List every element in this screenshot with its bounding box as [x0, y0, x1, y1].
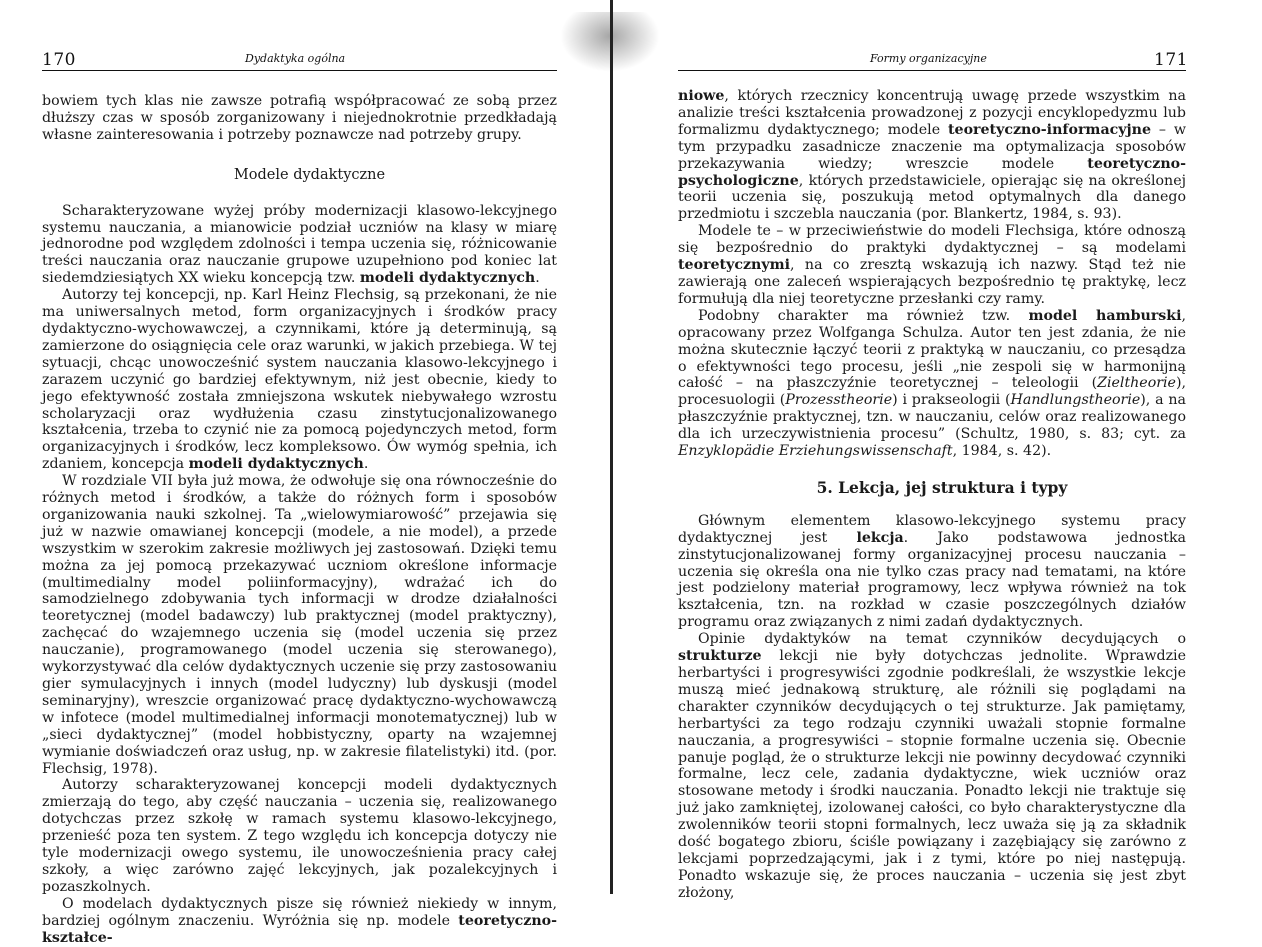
running-header: Formy organizacyjne	[870, 52, 987, 65]
paragraph: Podobny charakter ma również tzw. model hamburski, opracowany przez Wolfganga Schulza. Autor ten jest zdania, że nie można skutecznie łączyć teorii z praktyką w nauczaniu, co przesądza o efektywności tego procesu, jeśli „nie zespoli się w harmonijną całość – na płaszczyźnie teoretycznej – teleologii (Zieltheorie), procesuologii (Prozesstheorie) i prakseologii (Handlungstheorie), a na płaszczyźnie praktycznej, tzn. w nauczaniu, celów oraz realizowanego dla ich urzeczywistnienia procesu” (Schultz, 1980, s. 83; cyt. za Enzyklopädie Erziehungswissenschaft, 1984, s. 42).	[678, 307, 1187, 460]
paragraph: Autorzy scharakteryzowanej koncepcji modeli dydaktycznych zmierzają do tego, aby część nauczania – uczenia się, realizowanego dotychczas przez szkołę w ramach systemu klasowo-lekcyjnego, przenieść poza ten system. Z tego względu ich koncepcja dotyczy nie tyle modernizacji owego systemu, ile unowocześnienia pracy całej szkoły, a więc zarówno zajęć lekcyjnych, jak pozalekcyjnych i pozaszkolnych.	[42, 777, 557, 895]
running-header: Dydaktyka ogólna	[245, 52, 346, 65]
paragraph: O modelach dydaktycznych pisze się również niekiedy w innym, bardziej ogólnym znaczeniu. Wyróżnia się np. modele teoretyczno-kształce-	[42, 895, 557, 946]
page-number: 171	[1154, 50, 1188, 70]
left-page-body	[42, 93, 557, 947]
header-rule	[678, 70, 1186, 71]
paragraph: Głównym elementem klasowo-lekcyjnego systemu pracy dydaktycznej jest lekcja. Jako podstawowa jednostka zinstytucjonalizowanej formy organizacyjnej procesu nauczania – uczenia się określa ona nie tylko czas pracy nad tematami, na które jest podzielony materiał programowy, lecz wpływa również na tok kształcenia, tzn. na rozkład w czasie poszczególnych działów programu oraz związanych z nimi zadań dydaktycznych.	[678, 512, 1186, 631]
paragraph: niowe, których rzecznicy koncentrują uwagę przede wszystkim na analizie treści kształcenia prowadzonej z pozycji encyklopedyzmu lub formalizmu dydaktycznego; modele teoretyczno-informacyjne – w tym przypadku zasadnicze znaczenie ma optymalizacja sposobów przekazywania wiedzy; wreszcie modele teoretyczno-psychologiczne, których przedstawiciele, opierając się na określonej teorii uczenia się, poszukują metod optymalnych dla danego przedmiotu i szczebla nauczania (por. Blankertz, 1984, s. 93).	[678, 88, 1186, 223]
section-heading: 5. Lekcja, jej struktura i typy	[816, 477, 1068, 497]
right-page-body	[678, 88, 1186, 902]
right-page	[620, 0, 1262, 901]
left-page	[0, 0, 620, 946]
paragraph: bowiem tych klas nie zawsze potrafią współpracować ze sobą przez dłuższy czas w sposób zorganizowany i niejednokrotnie przedkładają własne zainteresowania i potrzeby poznawcze nad potrzeby grupy.	[42, 93, 557, 143]
paragraph: Scharakteryzowane wyżej próby modernizacji klasowo-lekcyjnego systemu nauczania, a mianowicie podział uczniów na klasy w miarę jednorodne pod względem zdolności i tempa uczenia się, różnicowanie treści nauczania oraz nauczanie grupowe uzupełniono pod koniec lat siedemdziesiątych XX wieku koncepcją tzw. modeli dydaktycznych.	[42, 202, 557, 287]
page-number: 170	[42, 50, 76, 70]
paragraph: Modele te – w przeciwieństwie do modeli Flechsiga, które odnoszą się bezpośrednio do praktyki dydaktycznej – są modelami teoretycznymi, na co zresztą wskazują ich nazwy. Stąd też nie zawierają one zaleceń wspierających bezpośrednio tę praktykę, lecz formułują dla niej teoretyczne przesłanki czy ramy.	[678, 223, 1186, 307]
section-heading: Modele dydaktyczne	[233, 166, 386, 183]
paragraph: Autorzy tej koncepcji, np. Karl Heinz Flechsig, są przekonani, że nie ma uniwersalnych metod, form organizacyjnych i środków pracy dydaktyczno-wychowawczej, a czynnikami, które ją determinują, są zamierzone do osiągnięcia cele oraz warunki, w jakich przebiega. W tej sytuacji, chcąc unowocześnić system nauczania klasowo-lekcyjnego i zarazem uczynić go bardziej efektywnym, niż jest obecnie, kiedy to jego efektywność została zmniejszona wskutek niebywałego wzrostu scholaryzacji oraz wydłużenia czasu zinstytucjonalizowanego kształcenia, trzeba to czynić nie za pomocą pojedynczych metod, form organizacyjnych i środków, lecz kompleksowo. Ów wymóg spełnia, ich zdaniem, koncepcja modeli dydaktycznych.	[42, 287, 557, 473]
paragraph: W rozdziale VII była już mowa, że odwołuje się ona równocześnie do różnych metod i środków, a także do różnych form i sposobów organizowania nauki szkolnej. Ta „wielowymiarowość” przejawia się już w nazwie omawianej koncepcji (modele, a nie model), a przede wszystkim w szerokim zakresie możliwych jej zastosowań. Dzięki temu można za jej pomocą przekazywać uczniom określone informacje (multimedialny model poliinformacyjny), wdrażać ich do samodzielnego zdobywania tych informacji w drodze działalności teoretycznej (model badawczy) lub praktycznej (model praktyczny), zachęcać do wzajemnego uczenia się (model uczenia się przez nauczanie), programowanego (model uczenia się sterowanego), wykorzystywać dla celów dydaktycznych uczenie się przy zastosowaniu gier symulacyjnych i innych (model ludyczny) lub dyskusji (model seminaryjny), wreszcie organizować pracę dydaktyczno-wychowawczą w infotece (model multimedialnej informacji monotematycznej) lub w „sieci dydaktycznej” (model hobbistyczny, oparty na wzajemnej wymianie doświadczeń oraz usług, np. w zakresie filatelistyki) itd. (por. Flechsig, 1978).	[42, 473, 557, 777]
paragraph: Opinie dydaktyków na temat czynników decydujących o strukturze lekcji nie były dotychczas jednolite. Wprawdzie herbartyści i progresywiści zgodnie podkreślali, że wszystkie lekcje muszą mieć jednakową strukturę, ale różnili się poglądami na charakter czynników decydujących o tej strukturze. Jak pamiętamy, herbartyści za tego rodzaju czynniki uważali stopnie formalne nauczania, a progresywiści – stopnie formalne uczenia się. Obecnie panuje pogląd, że o strukturze lekcji nie powinny decydować czynniki formalne, lecz cele, zadania dydaktyczne, wiek uczniów oraz stosowane metody i środki nauczania. Ponadto lekcji nie traktuje się już jako zamkniętej, izolowanej całości, co było charakterystyczne dla zwolenników teorii stopni formalnych, lecz uważa się ją za składnik dość bogatego zbioru, ściśle powiązany i zazębiający się zarówno z lekcjami poprzedzającymi, jak i z tymi, które po niej następują. Ponadto wskazuje się, że proces nauczania – uczenia się jest zbyt złożony,	[678, 631, 1186, 901]
header-rule	[42, 70, 557, 71]
